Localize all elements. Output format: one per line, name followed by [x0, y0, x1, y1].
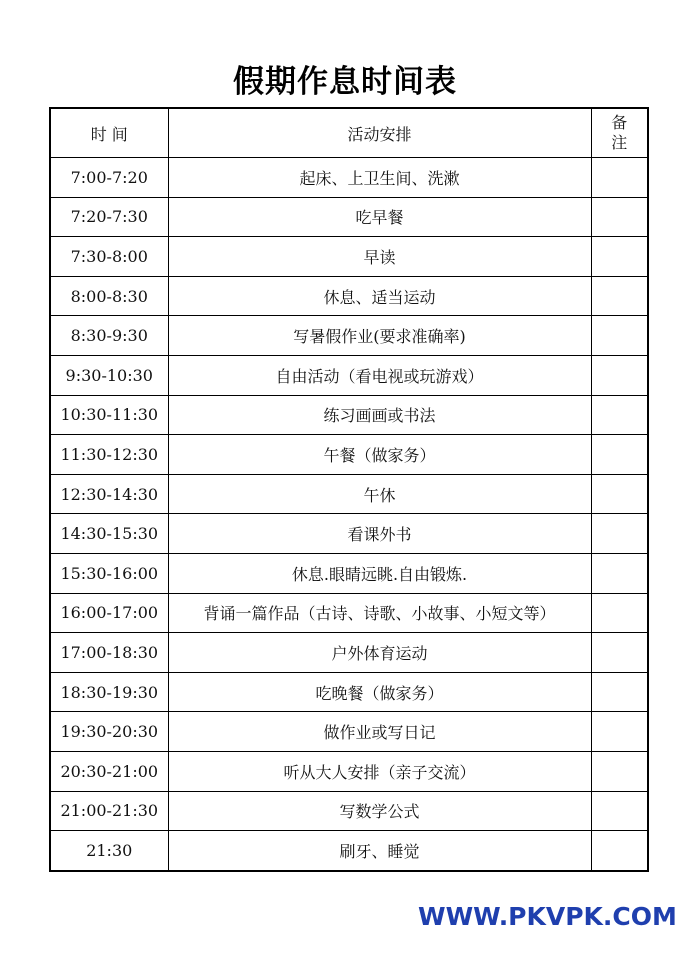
table-row [50, 791, 648, 831]
table-row [50, 593, 648, 633]
time-cell: 16:00-17:00 [50, 593, 168, 633]
table-row [50, 237, 648, 277]
time-cell: 21:00-21:30 [50, 791, 168, 831]
time-cell: 11:30-12:30 [50, 435, 168, 475]
activity-cell: 午休 [168, 474, 591, 514]
activity-cell: 练习画画或书法 [168, 395, 591, 435]
note-cell [591, 355, 648, 395]
note-cell [591, 633, 648, 673]
activity-cell: 早读 [168, 237, 591, 277]
time-cell: 19:30-20:30 [50, 712, 168, 752]
header-time: 时 间 [50, 108, 168, 158]
header-note-line1: 备 [611, 113, 628, 132]
time-cell: 8:00-8:30 [50, 276, 168, 316]
schedule-body [50, 158, 648, 871]
activity-cell: 户外体育运动 [168, 633, 591, 673]
header-note [591, 108, 648, 158]
table-row [50, 316, 648, 356]
time-cell: 7:00-7:20 [50, 158, 168, 198]
note-cell [591, 474, 648, 514]
activity-cell: 写数学公式 [168, 791, 591, 831]
note-cell [591, 672, 648, 712]
table-row [50, 435, 648, 475]
note-cell [591, 316, 648, 356]
note-cell [591, 553, 648, 593]
activity-cell: 自由活动（看电视或玩游戏） [168, 355, 591, 395]
table-row [50, 633, 648, 673]
activity-cell: 刷牙、睡觉 [168, 831, 591, 871]
header-note-line2: 注 [611, 133, 628, 152]
activity-cell: 午餐（做家务） [168, 435, 591, 475]
time-cell: 7:30-8:00 [50, 237, 168, 277]
note-cell [591, 237, 648, 277]
time-cell: 9:30-10:30 [50, 355, 168, 395]
table-row [50, 751, 648, 791]
table-row [50, 158, 648, 198]
page-title: 假期作息时间表 [233, 64, 457, 100]
table-row [50, 553, 648, 593]
table-row [50, 712, 648, 752]
watermark-text: WWW.PKVPK.COM [418, 902, 677, 931]
table-header-row [50, 108, 648, 158]
time-cell: 18:30-19:30 [50, 672, 168, 712]
note-cell [591, 831, 648, 871]
time-cell: 10:30-11:30 [50, 395, 168, 435]
activity-cell: 看课外书 [168, 514, 591, 554]
note-cell [591, 197, 648, 237]
note-cell [591, 751, 648, 791]
schedule-table [49, 107, 649, 872]
note-cell [591, 712, 648, 752]
activity-cell: 做作业或写日记 [168, 712, 591, 752]
table-row [50, 474, 648, 514]
table-row [50, 672, 648, 712]
table-row [50, 395, 648, 435]
header-activity: 活动安排 [168, 108, 591, 158]
note-cell [591, 593, 648, 633]
time-cell: 7:20-7:30 [50, 197, 168, 237]
time-cell: 15:30-16:00 [50, 553, 168, 593]
table-row [50, 831, 648, 871]
activity-cell: 休息、适当运动 [168, 276, 591, 316]
table-row [50, 514, 648, 554]
table-row [50, 276, 648, 316]
time-cell: 21:30 [50, 831, 168, 871]
table-row [50, 355, 648, 395]
note-cell [591, 158, 648, 198]
note-cell [591, 514, 648, 554]
time-cell: 17:00-18:30 [50, 633, 168, 673]
activity-cell: 吃晚餐（做家务） [168, 672, 591, 712]
activity-cell: 写暑假作业(要求准确率) [168, 316, 591, 356]
activity-cell: 背诵一篇作品（古诗、诗歌、小故事、小短文等） [168, 593, 591, 633]
note-cell [591, 435, 648, 475]
time-cell: 20:30-21:00 [50, 751, 168, 791]
time-cell: 12:30-14:30 [50, 474, 168, 514]
activity-cell: 听从大人安排（亲子交流） [168, 751, 591, 791]
note-cell [591, 276, 648, 316]
time-cell: 14:30-15:30 [50, 514, 168, 554]
activity-cell: 起床、上卫生间、洗漱 [168, 158, 591, 198]
note-cell [591, 395, 648, 435]
note-cell [591, 791, 648, 831]
activity-cell: 休息.眼睛远眺.自由锻炼. [168, 553, 591, 593]
time-cell: 8:30-9:30 [50, 316, 168, 356]
activity-cell: 吃早餐 [168, 197, 591, 237]
table-row [50, 197, 648, 237]
